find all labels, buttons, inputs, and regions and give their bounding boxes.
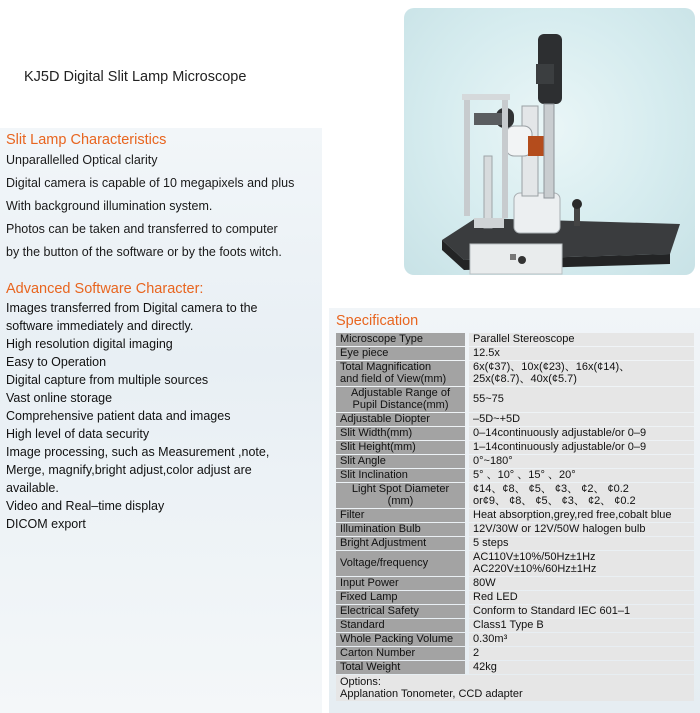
spec-value-text: AC110V±10%/50Hz±1Hz — [473, 551, 596, 563]
spec-value-text: ¢14、¢8、 ¢5、 ¢3、 ¢2、 ¢0.2 — [473, 483, 629, 495]
spec-value — [469, 347, 694, 360]
spec-value-text: Parallel Stereoscope — [473, 332, 575, 345]
spec-label — [336, 333, 465, 346]
spec-row — [336, 441, 694, 454]
spec-label — [336, 591, 465, 604]
spec-value — [469, 661, 694, 674]
spec-value-text: 80W — [473, 576, 496, 589]
spec-label-text: Adjustable Range of — [350, 387, 451, 399]
spec-label-text: Adjustable Diopter — [340, 412, 430, 425]
characteristics-line: by the button of the software or by the foots witch. — [6, 245, 282, 259]
spec-value-text: 55~75 — [473, 392, 504, 405]
software-line: Vast online storage — [6, 391, 113, 405]
spec-label — [336, 509, 465, 522]
spec-value — [469, 551, 694, 576]
spec-label — [336, 605, 465, 618]
spec-value-text: Heat absorption,grey,red free,cobalt blue — [473, 508, 672, 521]
spec-row — [336, 577, 694, 590]
spec-row — [336, 361, 694, 386]
spec-label-text: and field of View(mm) — [340, 372, 447, 385]
spec-label — [336, 427, 465, 440]
characteristics-line: Unparallelled Optical clarity — [6, 153, 158, 167]
spec-value — [469, 387, 694, 412]
spec-row — [336, 537, 694, 550]
options-label: Options: — [340, 676, 381, 688]
options-value: Applanation Tonometer, CCD adapter — [340, 688, 523, 700]
spec-value-text: 42kg — [473, 660, 497, 673]
spec-value — [469, 633, 694, 646]
spec-row — [336, 647, 694, 660]
spec-label-text: Carton Number — [340, 646, 416, 659]
spec-row — [336, 455, 694, 468]
spec-value-text: Conform to Standard IEC 601–1 — [473, 604, 631, 617]
spec-label — [336, 661, 465, 674]
spec-label-text: Eye piece — [340, 346, 389, 359]
software-line: High resolution digital imaging — [6, 337, 173, 351]
spec-value — [469, 619, 694, 632]
software-line: Merge, magnify,bright adjust,color adjust are — [6, 463, 252, 477]
spec-label-text: Slit Width(mm) — [340, 426, 413, 439]
spec-label-text: Bright Adjustment — [340, 536, 427, 549]
spec-label — [336, 537, 465, 550]
spec-value — [469, 361, 694, 386]
spec-label — [336, 483, 465, 508]
spec-label — [336, 455, 465, 468]
spec-label-text: Fixed Lamp — [340, 590, 398, 603]
spec-row — [336, 619, 694, 632]
software-line: High level of data security — [6, 427, 150, 441]
spec-value — [469, 413, 694, 426]
software-line: Image processing, such as Measurement ,note, — [6, 445, 270, 459]
software-line: Easy to Operation — [6, 355, 107, 369]
spec-label-text: Standard — [340, 618, 385, 631]
spec-value — [469, 647, 694, 660]
spec-value — [469, 509, 694, 522]
spec-value-text: 5 steps — [473, 536, 509, 549]
software-line: Images transferred from Digital camera to the — [6, 301, 258, 315]
spec-value — [469, 537, 694, 550]
spec-label — [336, 577, 465, 590]
spec-value — [469, 605, 694, 618]
spec-label — [336, 347, 465, 360]
spec-row — [336, 413, 694, 426]
software-line: software immediately and directly. — [6, 319, 194, 333]
spec-value-text: 1–14continuously adjustable/or 0–9 — [473, 440, 647, 453]
spec-label-text: Slit Inclination — [340, 468, 408, 481]
spec-row — [336, 333, 694, 346]
spec-value-text: or¢9、 ¢8、 ¢5、 ¢3、 ¢2、 ¢0.2 — [473, 494, 636, 507]
software-line: Video and Real–time display — [6, 499, 165, 513]
page-title: KJ5D Digital Slit Lamp Microscope — [24, 69, 247, 85]
spec-value — [469, 427, 694, 440]
spec-value-text: Class1 Type B — [473, 618, 544, 631]
spec-value-text: 5° 、10° 、15° 、20° — [473, 468, 576, 481]
spec-label — [336, 523, 465, 536]
spec-row — [336, 523, 694, 536]
characteristics-line: Digital camera is capable of 10 megapixels and plus — [6, 176, 295, 190]
software-line: Comprehensive patient data and images — [6, 409, 231, 423]
software-line: Digital capture from multiple sources — [6, 373, 209, 387]
spec-row — [336, 591, 694, 604]
spec-label-text: Whole Packing Volume — [340, 632, 454, 645]
spec-row — [336, 551, 694, 576]
spec-label — [336, 469, 465, 482]
spec-label — [336, 619, 465, 632]
spec-label-text: (mm) — [387, 494, 414, 507]
spec-label-text: Filter — [340, 508, 365, 521]
slit-lamp-illustration — [404, 8, 695, 275]
spec-row — [336, 387, 694, 412]
spec-row — [336, 509, 694, 522]
spec-row — [336, 427, 694, 440]
spec-row — [336, 661, 694, 674]
spec-value-text: AC220V±10%/60Hz±1Hz — [473, 562, 597, 575]
spec-value-text: 0–14continuously adjustable/or 0–9 — [473, 426, 647, 439]
spec-label — [336, 361, 465, 386]
spec-row — [336, 483, 694, 508]
spec-value — [469, 483, 694, 508]
spec-label-text: Voltage/frequency — [340, 556, 429, 569]
spec-label-text: Electrical Safety — [340, 604, 419, 617]
spec-label — [336, 633, 465, 646]
spec-label-text: Light Spot Diameter — [351, 483, 450, 495]
spec-options-row — [336, 675, 694, 701]
spec-label — [336, 441, 465, 454]
spec-label-text: Input Power — [340, 576, 399, 589]
spec-value-text: –5D~+5D — [473, 412, 521, 425]
spec-options — [336, 675, 694, 701]
spec-value — [469, 577, 694, 590]
spec-value — [469, 469, 694, 482]
spec-value-text: 6x(¢37)、10x(¢23)、16x(¢14)、 — [473, 361, 631, 373]
spec-value — [469, 455, 694, 468]
software-line: available. — [6, 481, 59, 495]
spec-value-text: 0°~180° — [473, 454, 513, 467]
spec-value-text: 0.30m³ — [473, 632, 508, 645]
spec-label — [336, 387, 465, 412]
software-line: DICOM export — [6, 517, 86, 531]
characteristics-line: Photos can be taken and transferred to computer — [6, 222, 278, 236]
spec-value — [469, 441, 694, 454]
spec-label-text: Microscope Type — [340, 332, 423, 345]
spec-label-text: Slit Height(mm) — [340, 440, 416, 453]
spec-label-text: Slit Angle — [340, 454, 386, 467]
spec-row — [336, 347, 694, 360]
characteristics-heading: Slit Lamp Characteristics — [6, 132, 167, 148]
spec-label-text: Total Magnification — [340, 361, 432, 373]
spec-value-text: 12V/30W or 12V/50W halogen bulb — [473, 522, 646, 535]
spec-value-text: 25x(¢8.7)、40x(¢5.7) — [473, 372, 577, 385]
spec-label — [336, 551, 465, 576]
spec-row — [336, 469, 694, 482]
specification-heading: Specification — [336, 313, 419, 329]
spec-value — [469, 523, 694, 536]
spec-label — [336, 413, 465, 426]
product-photo — [404, 8, 695, 275]
spec-label-text: Illumination Bulb — [340, 522, 421, 535]
characteristics-line: With background illumination system. — [6, 199, 213, 213]
spec-value — [469, 591, 694, 604]
spec-label-text: Total Weight — [340, 660, 401, 673]
spec-value-text: 2 — [473, 646, 480, 659]
spec-value-text: 12.5x — [473, 346, 500, 359]
spec-label — [336, 647, 465, 660]
spec-row — [336, 605, 694, 618]
software-heading: Advanced Software Character: — [6, 281, 204, 297]
spec-value-text: Red LED — [473, 590, 518, 603]
spec-row — [336, 633, 694, 646]
spec-value — [469, 333, 694, 346]
spec-label-text: Pupil Distance(mm) — [352, 398, 449, 411]
